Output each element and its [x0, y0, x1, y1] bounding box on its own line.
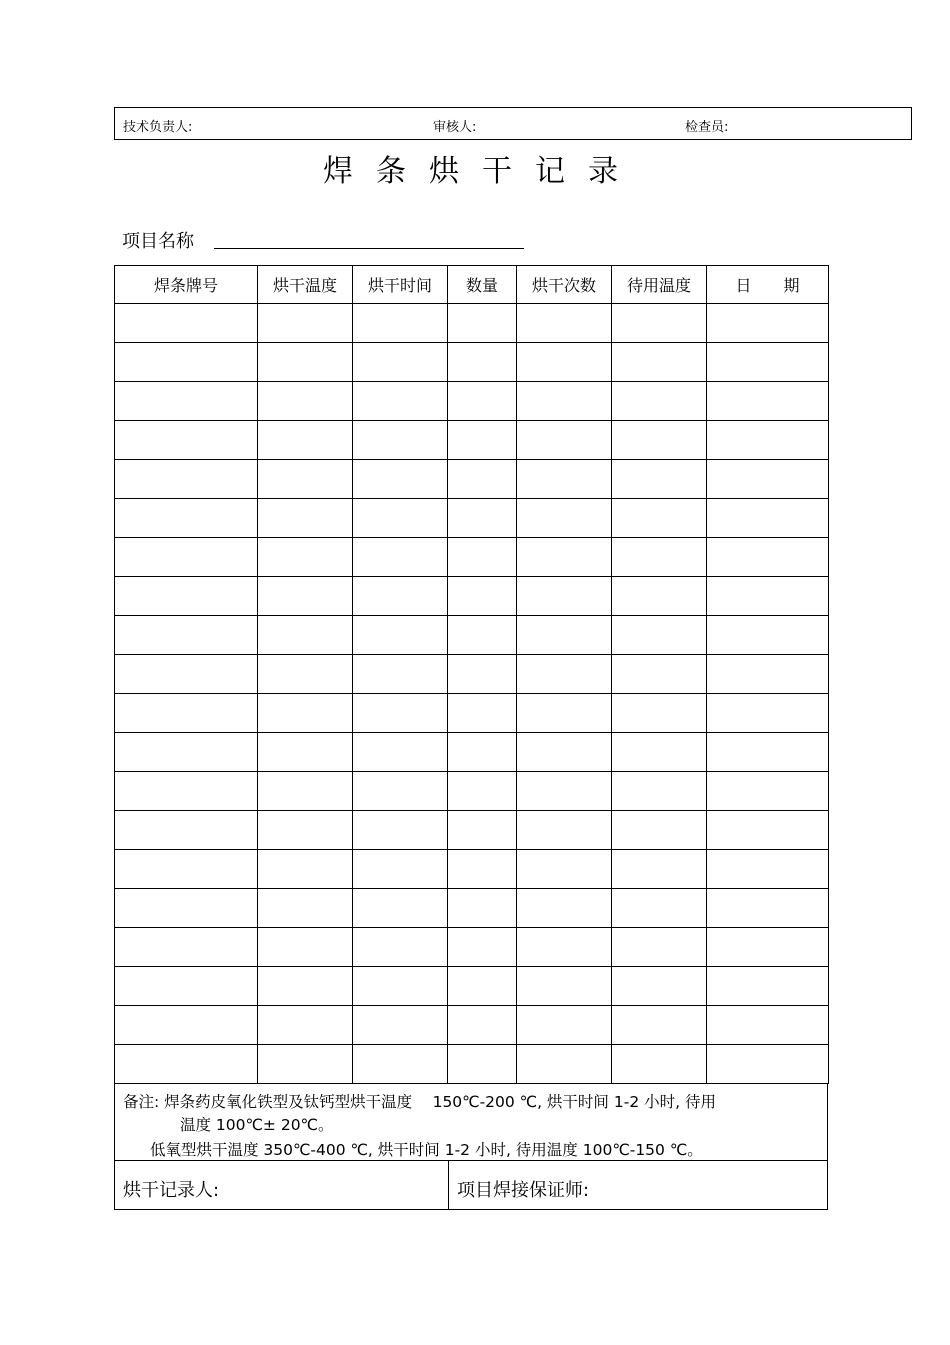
table-cell[interactable]: [517, 577, 612, 616]
table-row: [115, 850, 829, 889]
table-cell[interactable]: [258, 577, 353, 616]
table-cell[interactable]: [448, 889, 517, 928]
table-cell[interactable]: [612, 811, 707, 850]
table-cell[interactable]: [448, 1006, 517, 1045]
table-cell[interactable]: [115, 967, 258, 1006]
table-cell[interactable]: [353, 655, 448, 694]
table-cell[interactable]: [707, 889, 829, 928]
table-cell[interactable]: [258, 616, 353, 655]
table-cell[interactable]: [448, 733, 517, 772]
table-row: [115, 460, 829, 499]
table-cell[interactable]: [115, 694, 258, 733]
table-cell[interactable]: [517, 928, 612, 967]
project-name-field[interactable]: [214, 248, 524, 249]
table-cell[interactable]: [517, 304, 612, 343]
notes-line-3: 低氧型烘干温度 350℃-400 ℃, 烘干时间 1-2 小时, 待用温度 100℃-150 ℃。: [150, 1141, 703, 1159]
table-cell[interactable]: [115, 421, 258, 460]
table-cell[interactable]: [707, 655, 829, 694]
table-cell[interactable]: [612, 928, 707, 967]
table-cell[interactable]: [707, 1006, 829, 1045]
table-cell[interactable]: [612, 1006, 707, 1045]
table-cell[interactable]: [258, 889, 353, 928]
table-cell[interactable]: [517, 811, 612, 850]
table-cell[interactable]: [448, 694, 517, 733]
table-cell[interactable]: [707, 499, 829, 538]
notes-line-1: 备注: 焊条药皮氧化铁型及钛钙型烘干温度 150℃-200 ℃, 烘干时间 1-2 小时, 待用: [123, 1093, 716, 1111]
table-cell[interactable]: [353, 1045, 448, 1084]
table-cell[interactable]: [612, 538, 707, 577]
table-cell[interactable]: [258, 733, 353, 772]
table-cell[interactable]: [517, 421, 612, 460]
table-cell[interactable]: [448, 1045, 517, 1084]
table-cell[interactable]: [115, 811, 258, 850]
table-row: [115, 577, 829, 616]
table-cell[interactable]: [115, 655, 258, 694]
table-cell[interactable]: [612, 967, 707, 1006]
table-cell[interactable]: [353, 577, 448, 616]
table-cell[interactable]: [115, 538, 258, 577]
welding-engineer-label: 项目焊接保证师:: [457, 1180, 590, 1201]
table-cell[interactable]: [517, 1045, 612, 1084]
table-cell[interactable]: [612, 460, 707, 499]
table-cell[interactable]: [707, 538, 829, 577]
table-cell[interactable]: [258, 850, 353, 889]
table-cell[interactable]: [517, 1006, 612, 1045]
table-row: [115, 304, 829, 343]
table-cell[interactable]: [115, 733, 258, 772]
header-drying-time: 烘干时间: [353, 266, 448, 304]
table-cell[interactable]: [353, 967, 448, 1006]
table-cell[interactable]: [707, 616, 829, 655]
table-cell[interactable]: [517, 850, 612, 889]
table-cell[interactable]: [258, 1006, 353, 1045]
table-cell[interactable]: [707, 928, 829, 967]
signature-bar: [114, 107, 912, 140]
table-row: [115, 655, 829, 694]
table-cell[interactable]: [448, 577, 517, 616]
table-cell[interactable]: [258, 421, 353, 460]
table-row: [115, 343, 829, 382]
header-electrode-brand: 焊条牌号: [115, 266, 258, 304]
table-cell[interactable]: [258, 811, 353, 850]
footer-divider: [448, 1161, 449, 1209]
table-row: [115, 772, 829, 811]
table-header-row: [115, 266, 829, 304]
table-cell[interactable]: [353, 694, 448, 733]
table-cell[interactable]: [448, 421, 517, 460]
table-cell[interactable]: [115, 616, 258, 655]
project-name-label: 项目名称: [122, 231, 194, 252]
table-cell[interactable]: [517, 343, 612, 382]
table-cell[interactable]: [448, 538, 517, 577]
table-cell[interactable]: [707, 1045, 829, 1084]
table-cell[interactable]: [517, 772, 612, 811]
page-title: 焊条烘干记录: [323, 154, 641, 189]
table-cell[interactable]: [258, 499, 353, 538]
tech-lead-label: 技术负责人:: [123, 120, 193, 135]
table-cell[interactable]: [612, 343, 707, 382]
table-cell[interactable]: [115, 499, 258, 538]
table-row: [115, 733, 829, 772]
notes-section: [114, 1083, 828, 1161]
table-cell[interactable]: [353, 421, 448, 460]
table-cell[interactable]: [612, 616, 707, 655]
table-cell[interactable]: [707, 733, 829, 772]
table-cell[interactable]: [115, 850, 258, 889]
table-cell[interactable]: [517, 382, 612, 421]
table-cell[interactable]: [517, 460, 612, 499]
table-row: [115, 421, 829, 460]
table-cell[interactable]: [612, 772, 707, 811]
table-cell[interactable]: [612, 850, 707, 889]
table-cell[interactable]: [517, 655, 612, 694]
table-cell[interactable]: [353, 616, 448, 655]
table-cell[interactable]: [258, 772, 353, 811]
reviewer-label: 审核人:: [433, 120, 477, 135]
table-cell[interactable]: [258, 655, 353, 694]
table-cell[interactable]: [517, 967, 612, 1006]
table-cell[interactable]: [517, 499, 612, 538]
table-row: [115, 499, 829, 538]
header-quantity: 数量: [448, 266, 517, 304]
table-cell[interactable]: [353, 811, 448, 850]
table-cell[interactable]: [115, 577, 258, 616]
table-cell[interactable]: [448, 772, 517, 811]
table-cell[interactable]: [353, 304, 448, 343]
table-cell[interactable]: [612, 577, 707, 616]
table-cell[interactable]: [707, 382, 829, 421]
inspector-label: 检查员:: [685, 120, 729, 135]
table-cell[interactable]: [612, 304, 707, 343]
table-cell[interactable]: [115, 460, 258, 499]
table-cell[interactable]: [707, 304, 829, 343]
table-cell[interactable]: [707, 421, 829, 460]
footer-signatures: [114, 1160, 828, 1210]
table-cell[interactable]: [517, 889, 612, 928]
table-cell[interactable]: [612, 655, 707, 694]
table-cell[interactable]: [353, 772, 448, 811]
table-cell[interactable]: [353, 889, 448, 928]
table-cell[interactable]: [612, 382, 707, 421]
table-cell[interactable]: [448, 850, 517, 889]
table-cell[interactable]: [707, 343, 829, 382]
table-row: [115, 928, 829, 967]
table-cell[interactable]: [612, 694, 707, 733]
table-cell[interactable]: [448, 499, 517, 538]
table-cell[interactable]: [448, 967, 517, 1006]
table-cell[interactable]: [115, 772, 258, 811]
table-cell[interactable]: [612, 421, 707, 460]
table-cell[interactable]: [448, 655, 517, 694]
header-standby-temperature: 待用温度: [612, 266, 707, 304]
table-cell[interactable]: [115, 1006, 258, 1045]
table-cell[interactable]: [353, 928, 448, 967]
table-row: [115, 1006, 829, 1045]
table-cell[interactable]: [707, 772, 829, 811]
table-row: [115, 1045, 829, 1084]
table-cell[interactable]: [115, 1045, 258, 1084]
table-cell[interactable]: [115, 928, 258, 967]
table-cell[interactable]: [517, 694, 612, 733]
table-cell[interactable]: [517, 733, 612, 772]
table-cell[interactable]: [258, 1045, 353, 1084]
table-cell[interactable]: [707, 694, 829, 733]
table-cell[interactable]: [258, 928, 353, 967]
table-cell[interactable]: [258, 967, 353, 1006]
table-row: [115, 967, 829, 1006]
table-row: [115, 694, 829, 733]
header-drying-temperature: 烘干温度: [258, 266, 353, 304]
table-cell[interactable]: [448, 304, 517, 343]
table-cell[interactable]: [707, 811, 829, 850]
table-cell[interactable]: [448, 460, 517, 499]
table-cell[interactable]: [448, 343, 517, 382]
table-cell[interactable]: [353, 343, 448, 382]
table-cell[interactable]: [612, 733, 707, 772]
header-date: 日 期: [707, 266, 829, 304]
table-cell[interactable]: [353, 382, 448, 421]
table-cell[interactable]: [517, 538, 612, 577]
recorder-label: 烘干记录人:: [123, 1180, 220, 1201]
table-cell[interactable]: [258, 382, 353, 421]
table-cell[interactable]: [707, 460, 829, 499]
table-cell[interactable]: [612, 889, 707, 928]
table-cell[interactable]: [115, 382, 258, 421]
table-cell[interactable]: [612, 499, 707, 538]
drying-record-table: [114, 265, 829, 1084]
table-cell[interactable]: [612, 1045, 707, 1084]
table-cell[interactable]: [707, 577, 829, 616]
table-cell[interactable]: [707, 967, 829, 1006]
table-cell[interactable]: [448, 616, 517, 655]
table-cell[interactable]: [353, 499, 448, 538]
table-row: [115, 616, 829, 655]
table-cell[interactable]: [258, 460, 353, 499]
table-cell[interactable]: [115, 304, 258, 343]
table-cell[interactable]: [258, 694, 353, 733]
table-cell[interactable]: [517, 616, 612, 655]
table-row: [115, 538, 829, 577]
table-cell[interactable]: [115, 889, 258, 928]
table-cell[interactable]: [448, 928, 517, 967]
table-row: [115, 382, 829, 421]
table-cell[interactable]: [258, 538, 353, 577]
table-row: [115, 811, 829, 850]
table-cell[interactable]: [707, 850, 829, 889]
table-cell[interactable]: [353, 460, 448, 499]
table-cell[interactable]: [448, 382, 517, 421]
table-cell[interactable]: [353, 733, 448, 772]
table-cell[interactable]: [448, 811, 517, 850]
table-cell[interactable]: [258, 304, 353, 343]
table-cell[interactable]: [353, 538, 448, 577]
table-cell[interactable]: [258, 343, 353, 382]
table-row: [115, 889, 829, 928]
header-drying-count: 烘干次数: [517, 266, 612, 304]
table-cell[interactable]: [353, 850, 448, 889]
notes-line-2: 温度 100℃± 20℃。: [180, 1116, 334, 1134]
table-cell[interactable]: [353, 1006, 448, 1045]
table-cell[interactable]: [115, 343, 258, 382]
